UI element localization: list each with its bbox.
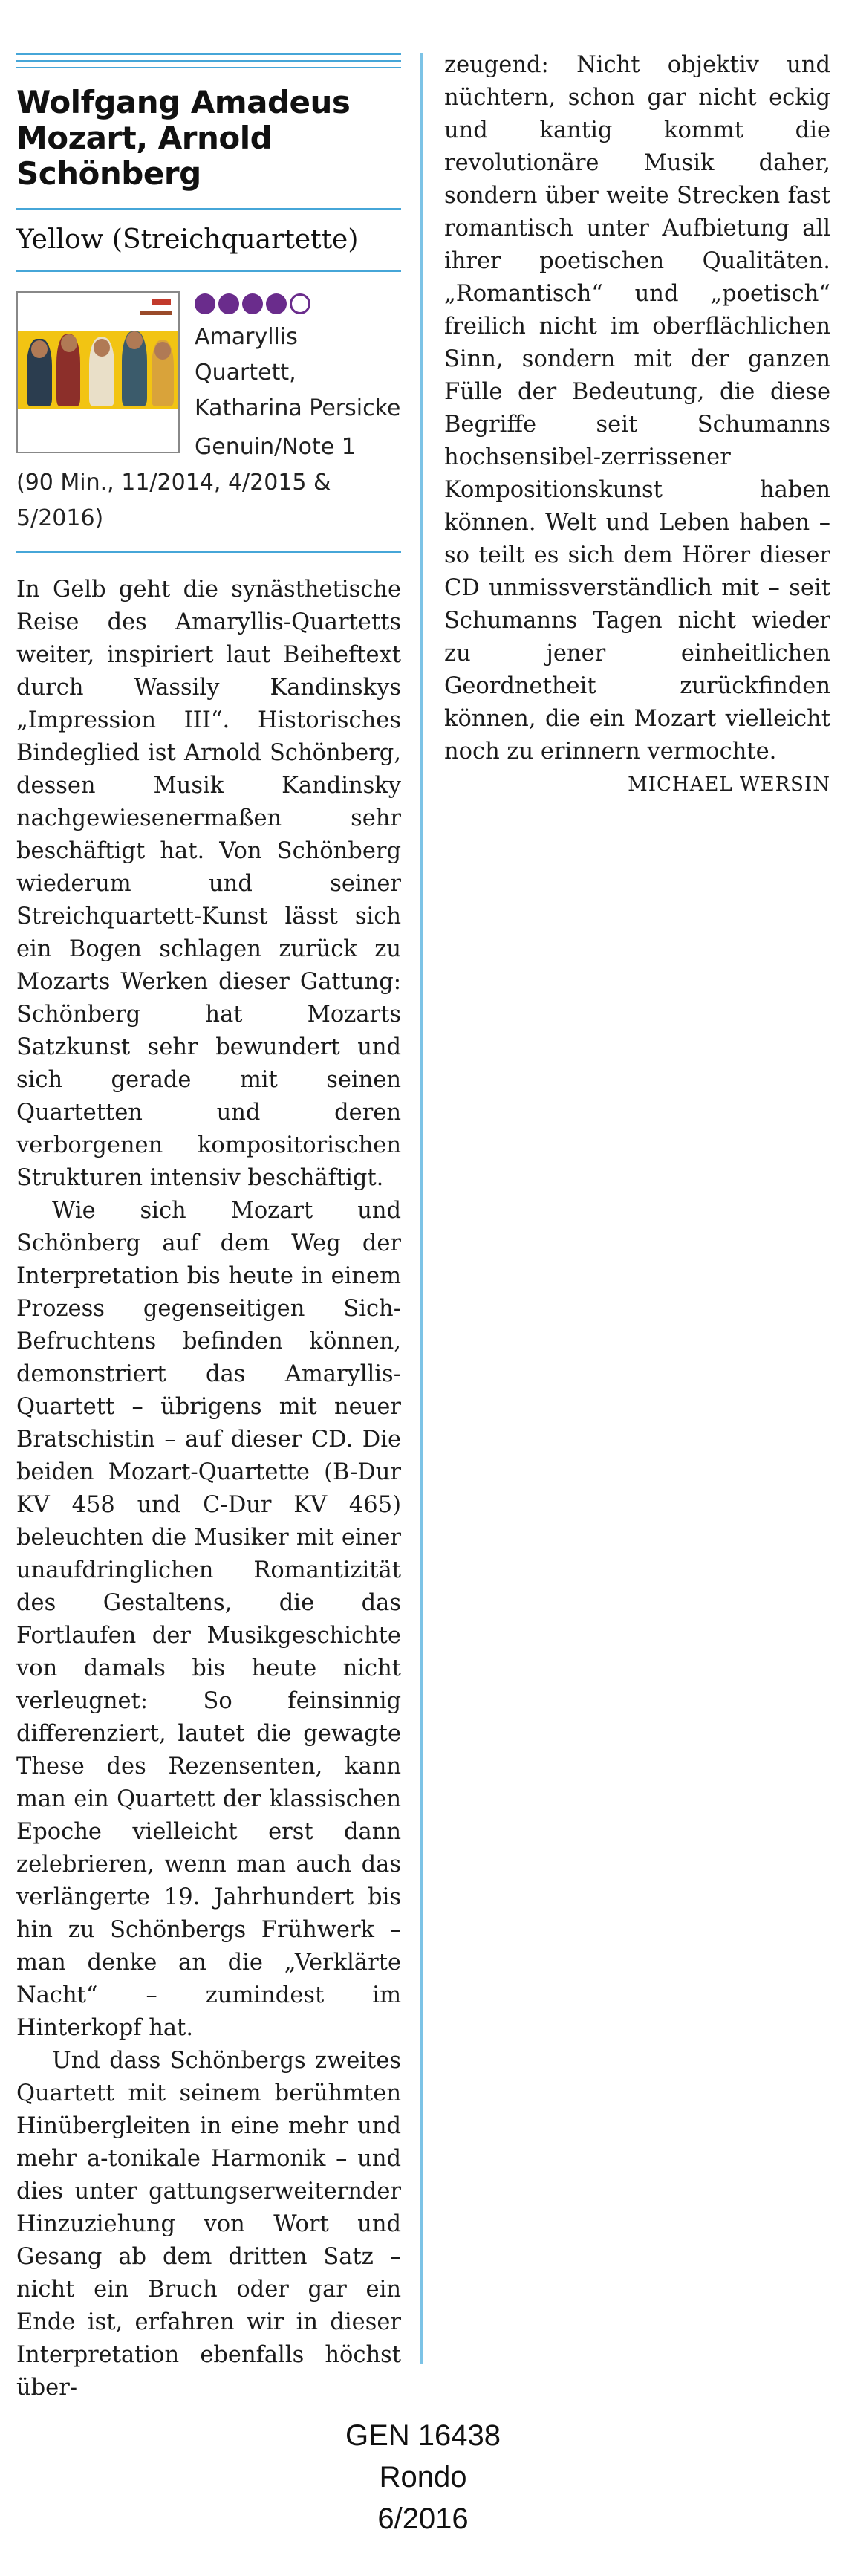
paragraph: Und dass Schönbergs zweites Quartett mit seinem berühmten Hinübergleiten in eine mehr und mehr a-tonikale Harmonik – und dies unter gattungserweiternder Hinzuziehung von Wort und Gesang ab dem dritten Satz – nicht ein Bruch oder gar ein Ende ist, erfahren wir in dieser Interpretation ebenfalls höchst über- bbox=[16, 2048, 401, 2401]
paragraph bbox=[444, 49, 830, 796]
review-body-left bbox=[16, 574, 401, 2404]
rating-dots bbox=[195, 291, 310, 317]
duration-info: (90 Min., 11/2014, 4/2015 & 5/2016) bbox=[16, 470, 331, 531]
record-label: Genuin/Note 1 bbox=[195, 434, 356, 460]
column-divider bbox=[420, 53, 423, 2364]
right-column bbox=[444, 49, 830, 801]
headline-rule bbox=[16, 208, 401, 210]
footer-issue: 6/2016 bbox=[377, 2502, 469, 2535]
info-rule bbox=[16, 551, 401, 553]
artist-name: Amaryllis Quartett, Katharina Persicke bbox=[195, 324, 401, 421]
paragraph: In Gelb geht die synästhetische Reise des Amaryllis-Quartetts weiter, inspiriert laut Beiheftext durch Wassily Kandinskys „Impression III“. Historisches Bindeglied ist Arnold Schönberg, dessen Musik Kandinsky nachgewiesenermaßen sehr beschäftigt hat. Von Schönberg wiederum und seiner Streichquartett-Kunst lässt sich ein Bogen schlagen zurück zu Mozarts Werken dieser Gattung: Schönberg hat Mozarts Satzkunst sehr bewundert und sich gerade mit seinen Quartetten und deren verborgenen kompositorischen Strukturen intensiv beschäftigt. bbox=[16, 577, 401, 1191]
top-rules bbox=[16, 53, 401, 70]
paragraph: Wie sich Mozart und Schönberg auf dem Weg der Interpretation bis heute in einem Prozess gegenseitigen Sich-Befruchtens befinden können, demonstriert das Amaryllis-Quartett – übrigens mit neuer Bratschistin – auf dieser CD. Die beiden Mozart-Quartette (B-Dur KV 458 und C-Dur KV 465) beleuchten die Musiker mit einer unaufdringlichen Romantizität des Gestaltens, die das Fortlaufen der Musikgeschichte von damals bis heute nicht verleugnet: So feinsinnig differenziert, lautet die gewagte These des Rezensenten, kann man ein Quartett der klassischen Epoche vielleicht erst dann zelebrieren, wenn man auch das verlängerte 19. Jahrhundert bis hin zu Schönbergs Frühwerk – man denke an die „Verklärte Nacht“ – zumindest im Hinterkopf hat. bbox=[16, 1198, 401, 2041]
rating-dot-filled-icon bbox=[218, 293, 239, 314]
rating-dot-empty-icon bbox=[290, 293, 310, 314]
album-cover-image bbox=[16, 291, 180, 453]
rating-dot-filled-icon bbox=[242, 293, 263, 314]
rating-dot-filled-icon bbox=[266, 293, 287, 314]
subtitle-rule bbox=[16, 270, 401, 272]
paragraph-text: zeugend: Nicht objektiv und nüchtern, schon gar nicht eckig und kantig kommt die revolutionäre Musik daher, sondern über weite Strecken fast romantisch unter Aufbietung all ihrer poetischen Qualitäten. „Romantisch“ und „poetisch“ freilich nicht im oberflächlichen Sinn, sondern mit der ganzen Fülle der Bedeutung, die diese Begriffe seit Schumanns hochsensibel-zerrissener Kompositionskunst haben können. Welt und Leben haben – so teilt es sich dem Hörer dieser CD unmissverständlich mit – seit Schumanns Tagen nicht wieder zu jener einheitlichen Geordnetheit zurückfinden können, die ein Mozart vielleicht noch zu erinnern vermochte. bbox=[444, 52, 830, 765]
subtitle: Yellow (Streichquartette) bbox=[16, 224, 359, 255]
headline: Wolfgang Amadeus Mozart, Arnold Schönberg bbox=[16, 84, 351, 192]
author-byline: MICHAEL WERSIN bbox=[628, 773, 830, 796]
left-column bbox=[16, 53, 401, 2404]
rating-dot-filled-icon bbox=[195, 293, 215, 314]
footer-catalog: GEN 16438 bbox=[345, 2419, 501, 2452]
album-info bbox=[16, 291, 401, 551]
review-body-right bbox=[444, 49, 830, 796]
footer-magazine: Rondo bbox=[379, 2461, 467, 2494]
